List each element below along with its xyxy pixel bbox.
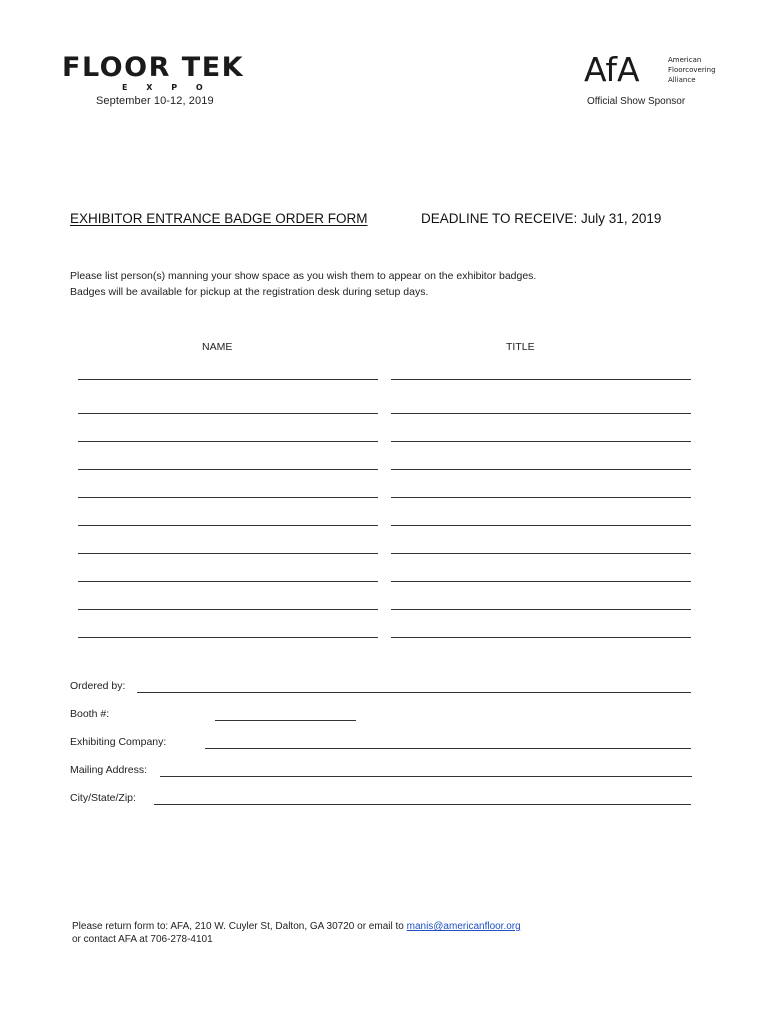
title-input-line[interactable] [391, 581, 691, 582]
form-title: EXHIBITOR ENTRANCE BADGE ORDER FORM [70, 211, 368, 226]
title-input-line[interactable] [391, 441, 691, 442]
sponsor-label: Official Show Sponsor [587, 96, 686, 107]
footer-email-link[interactable]: manis@americanfloor.org [406, 921, 521, 932]
deadline-text: DEADLINE TO RECEIVE: July 31, 2019 [421, 211, 662, 226]
title-input-line[interactable] [391, 379, 691, 380]
instructions-line-1: Please list person(s) manning your show space as you wish them to appear on the exhibitor badges. [70, 270, 537, 282]
title-input-line[interactable] [391, 497, 691, 498]
name-input-line[interactable] [78, 609, 378, 610]
name-input-line[interactable] [78, 581, 378, 582]
footer-contact-line: or contact AFA at 706-278-4101 [72, 934, 213, 945]
show-dates: September 10-12, 2019 [96, 95, 214, 107]
name-input-line[interactable] [78, 525, 378, 526]
name-input-line[interactable] [78, 379, 378, 380]
city-state-zip-input-line[interactable] [154, 804, 691, 805]
instructions-line-2: Badges will be available for pickup at the registration desk during setup days. [70, 286, 429, 298]
name-input-line[interactable] [78, 637, 378, 638]
afa-logo [584, 50, 724, 90]
title-input-line[interactable] [391, 637, 691, 638]
title-input-line[interactable] [391, 469, 691, 470]
afa-logo-text: AfA [584, 50, 640, 89]
column-heading-name: NAME [202, 341, 233, 353]
name-input-line[interactable] [78, 441, 378, 442]
floortek-logo-subtext: E X P O [122, 83, 211, 92]
column-heading-title: TITLE [506, 341, 535, 353]
floortek-expo-logo [62, 52, 258, 92]
footer-return-line [72, 921, 521, 932]
afa-logo-line-3: Alliance [668, 76, 696, 84]
afa-logo-line-1: American [668, 56, 702, 64]
mailing-address-label: Mailing Address: [70, 764, 148, 776]
booth-input-line[interactable] [215, 720, 356, 721]
city-state-zip-label: City/State/Zip: [70, 792, 136, 804]
ordered-by-input-line[interactable] [137, 692, 691, 693]
title-input-line[interactable] [391, 525, 691, 526]
name-input-line[interactable] [78, 553, 378, 554]
title-input-line[interactable] [391, 553, 691, 554]
afa-logo-line-2: Floorcovering [668, 66, 716, 74]
mailing-address-input-line[interactable] [160, 776, 692, 777]
name-input-line[interactable] [78, 469, 378, 470]
exhibiting-company-label: Exhibiting Company: [70, 736, 167, 748]
title-input-line[interactable] [391, 413, 691, 414]
booth-label: Booth #: [70, 708, 110, 720]
ordered-by-label: Ordered by: [70, 680, 126, 692]
floortek-logo-text: FLOOR TEK [62, 52, 245, 83]
exhibiting-company-input-line[interactable] [205, 748, 691, 749]
name-input-line[interactable] [78, 497, 378, 498]
name-input-line[interactable] [78, 413, 378, 414]
footer-return-text: Please return form to: AFA, 210 W. Cuyler St, Dalton, GA 30720 or email to [72, 921, 407, 932]
title-input-line[interactable] [391, 609, 691, 610]
